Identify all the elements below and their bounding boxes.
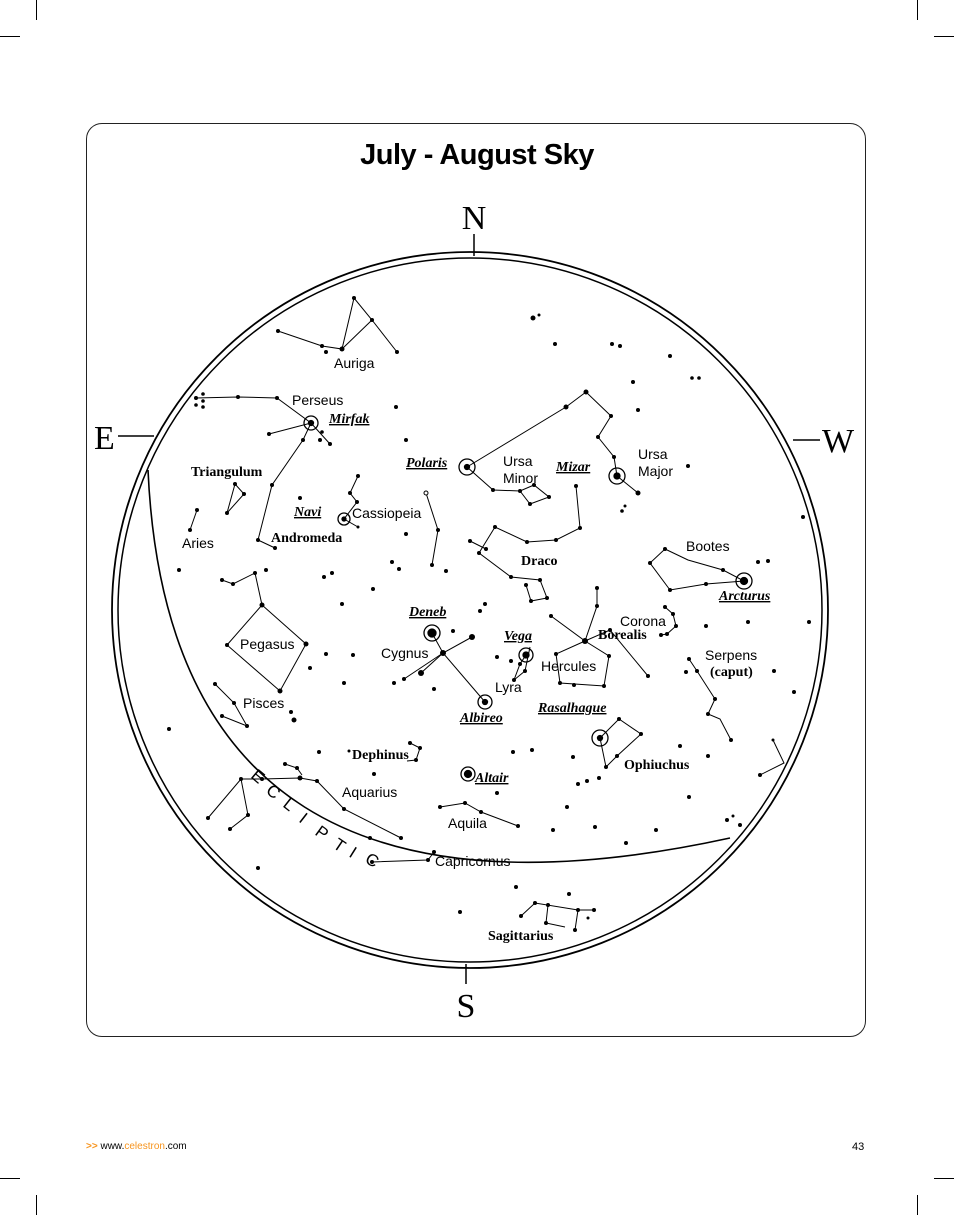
star-dot [525, 540, 529, 544]
star-dot [225, 511, 229, 515]
star-dot [574, 484, 578, 488]
star-dot [538, 314, 541, 317]
star-dot [478, 609, 482, 613]
star-dot [524, 583, 528, 587]
star-dot [404, 532, 408, 536]
aquarius-lines-2 [230, 779, 248, 829]
star-dot [516, 824, 520, 828]
star-dot [370, 318, 374, 322]
navi-core [342, 517, 346, 521]
star-dot [320, 430, 324, 434]
star-dot [418, 670, 424, 676]
star-dot [495, 791, 499, 795]
label-deneb: Deneb [409, 605, 447, 620]
star-dot [322, 575, 326, 579]
star-dot [245, 724, 249, 728]
star-dot [725, 818, 729, 822]
star-dot [394, 405, 398, 409]
star-dot [631, 380, 635, 384]
hercules-lines [551, 588, 597, 641]
star-dot [430, 563, 434, 567]
star-dot [595, 586, 599, 590]
star-dot [256, 538, 260, 542]
star-dot [242, 492, 246, 496]
star-dot [256, 866, 260, 870]
star-dot [479, 810, 483, 814]
star-dot [546, 903, 550, 907]
star-dot [295, 766, 299, 770]
star-dot [530, 748, 534, 752]
star-dot [436, 528, 440, 532]
star-dot [469, 634, 475, 640]
star-dot [597, 776, 601, 780]
star-dot [687, 795, 691, 799]
star-dot [553, 342, 557, 346]
label-serpens-2: (caput) [710, 665, 753, 680]
star-dot [617, 717, 621, 721]
footer-www: www. [100, 1141, 125, 1152]
label-ursa-major: Ursa [638, 446, 668, 462]
star-dot [533, 901, 537, 905]
star-dot [491, 488, 495, 492]
star-dot [665, 632, 669, 636]
star-dot [253, 571, 257, 575]
ecliptic-letter: P [311, 821, 332, 844]
label-ursa-minor: Ursa [503, 453, 533, 469]
star-dot [342, 681, 346, 685]
star-dot [584, 390, 589, 395]
star-dot [607, 654, 611, 658]
star-dot [402, 677, 406, 681]
star-dot [495, 655, 499, 659]
star-dot [390, 560, 394, 564]
label-aquila: Aquila [448, 815, 487, 831]
star-dot [340, 347, 345, 352]
label-pegasus: Pegasus [240, 636, 295, 652]
star-dot [772, 669, 776, 673]
star-dot [519, 914, 523, 918]
label-cygnus: Cygnus [381, 645, 429, 661]
star-dot [646, 674, 650, 678]
star-dot [567, 892, 571, 896]
star-dot [663, 547, 667, 551]
direction-west: W [822, 423, 855, 460]
rasalhague-core [598, 736, 603, 741]
star-dot [201, 399, 205, 403]
star-dot [233, 482, 237, 486]
star-dot [399, 836, 403, 840]
star-dot [276, 329, 280, 333]
ecliptic-letter: C [262, 780, 285, 803]
star-dot [518, 662, 522, 666]
star-dot [357, 526, 360, 529]
auriga-lines-2 [342, 320, 372, 349]
constellation-labels [182, 355, 757, 944]
star-dot [668, 588, 672, 592]
star-dots [167, 296, 811, 932]
star-dot [509, 575, 513, 579]
star-dot [372, 772, 376, 776]
footer-brand: celestron [124, 1141, 165, 1152]
star-dot [636, 408, 640, 412]
star-dot [766, 559, 770, 563]
star-dot [592, 908, 596, 912]
altair-core [465, 771, 472, 778]
star-dot [201, 392, 205, 396]
sagittarius-lines-2 [546, 905, 565, 927]
star-dot [267, 432, 271, 436]
star-dot [572, 683, 576, 687]
label-aries: Aries [182, 535, 214, 551]
star-dot [414, 758, 418, 762]
star-dot [587, 917, 590, 920]
triangulum-lines [227, 484, 244, 513]
star-dot [624, 841, 628, 845]
direction-east: E [94, 420, 115, 457]
star-dot [654, 828, 658, 832]
star-dot [324, 652, 328, 656]
label-navi: Navi [294, 505, 322, 520]
label-ophiuchus: Ophiuchus [624, 758, 690, 773]
star-dot [213, 682, 217, 686]
label-bootes: Bootes [686, 538, 730, 554]
page-number: 43 [852, 1141, 865, 1153]
dephinus-lines [407, 743, 420, 761]
star-dot [604, 765, 608, 769]
star-dot [270, 483, 274, 487]
star-dot [493, 525, 497, 529]
star-dot [609, 414, 613, 418]
star-dot [432, 687, 436, 691]
star-dot [756, 560, 760, 564]
star-dot [648, 561, 652, 565]
label-ursa-major-2: Major [638, 463, 674, 479]
star-dot [451, 629, 455, 633]
star-dot [355, 500, 359, 504]
star-dot [511, 750, 515, 754]
label-albireo: Albireo [460, 711, 503, 726]
star-dot [408, 741, 412, 745]
star-dot [578, 526, 582, 530]
star-dot [320, 344, 324, 348]
star-dot [582, 638, 588, 644]
star-dot [440, 650, 446, 656]
star-dot [576, 908, 580, 912]
star-dot [729, 738, 733, 742]
star-dot [352, 296, 356, 300]
star-dot [289, 710, 293, 714]
star-dot [602, 684, 606, 688]
star-dot [483, 602, 487, 606]
label-lyra: Lyra [495, 679, 522, 695]
label-mizar: Mizar [556, 460, 591, 475]
aries-lines [190, 510, 197, 530]
star-dot [206, 816, 210, 820]
star-dot [228, 827, 232, 831]
label-corona: Corona [620, 613, 666, 629]
label-draco: Draco [521, 554, 558, 569]
star-dot [523, 669, 527, 673]
star-dot [273, 546, 277, 550]
star-dot [315, 779, 319, 783]
bootes-lines [650, 549, 744, 590]
label-andromeda: Andromeda [271, 531, 343, 546]
star-dot [713, 697, 717, 701]
label-rasalhague: Rasalhague [538, 701, 607, 716]
star-dot [201, 405, 205, 409]
star-dot [738, 823, 742, 827]
andromeda-lines-2 [222, 573, 262, 605]
label-auriga: Auriga [334, 355, 375, 371]
page-title: July - August Sky [360, 139, 594, 171]
star-dot [686, 464, 690, 468]
star-dot [674, 624, 678, 628]
arcturus-core [741, 578, 748, 585]
star-dot [264, 568, 268, 572]
star-dot [544, 921, 548, 925]
star-dot [596, 435, 600, 439]
star-dot [167, 727, 171, 731]
ecliptic-letter: I [295, 809, 311, 828]
star-dot [177, 568, 181, 572]
aquarius-lines-3 [285, 764, 302, 775]
star-dot [721, 568, 725, 572]
label-vega: Vega [504, 629, 532, 644]
polaris-core [465, 465, 470, 470]
label-serpens: Serpens [705, 647, 758, 663]
star-dot [697, 376, 701, 380]
star-dot [220, 578, 224, 582]
star-dot [576, 782, 580, 786]
star-dot [195, 508, 199, 512]
star-dot [231, 582, 235, 586]
auriga-lines [278, 298, 397, 352]
star-dot [573, 928, 577, 932]
star-dot [444, 569, 448, 573]
star-dot [342, 807, 346, 811]
star-dot [659, 633, 663, 637]
star-dot [687, 657, 691, 661]
star-dot [194, 396, 198, 400]
star-dot [615, 754, 619, 758]
star-dot [328, 442, 332, 446]
star-dot [463, 801, 467, 805]
star-dot [278, 689, 283, 694]
star-dot [564, 405, 569, 410]
label-hercules: Hercules [541, 658, 597, 674]
star-dot [554, 652, 558, 656]
star-dot [232, 701, 236, 705]
star-dot [458, 910, 462, 914]
star-dot [397, 567, 401, 571]
footer-url[interactable] [86, 1141, 187, 1152]
star-dot [348, 491, 352, 495]
sagittarius-lines-3 [575, 910, 578, 930]
label-sagittarius: Sagittarius [488, 929, 554, 944]
label-arcturus: Arcturus [719, 589, 771, 604]
star-dot [298, 496, 302, 500]
star-dot [246, 813, 250, 817]
label-polaris: Polaris [406, 456, 448, 471]
star-dot [678, 744, 682, 748]
star-dot [514, 885, 518, 889]
star-dot [529, 599, 533, 603]
ursa-minor-lines-2 [467, 392, 638, 493]
star-dot [424, 491, 428, 495]
star-dot [690, 376, 694, 380]
star-dot [348, 750, 351, 753]
star-dot [772, 739, 775, 742]
star-dot [324, 350, 328, 354]
star-dot [468, 539, 472, 543]
deneb-core [428, 629, 436, 637]
star-dot [612, 455, 616, 459]
label-capricornus: Capricornus [435, 853, 511, 869]
star-dot [528, 502, 532, 506]
label-perseus: Perseus [292, 392, 344, 408]
star-dot [636, 491, 641, 496]
star-dot [684, 670, 688, 674]
star-dot [695, 669, 699, 673]
label-mirfak: Mirfak [329, 412, 370, 427]
star-dot [404, 438, 408, 442]
star-dot [551, 828, 555, 832]
star-dot [368, 836, 372, 840]
star-dot [663, 605, 667, 609]
star-dot [558, 681, 562, 685]
star-dot [292, 718, 297, 723]
star-dot [706, 754, 710, 758]
star-dot [706, 712, 710, 716]
star-dot [395, 350, 399, 354]
star-dot [371, 587, 375, 591]
label-aquarius: Aquarius [342, 784, 398, 800]
cygnus-lines [432, 633, 485, 702]
label-pisces: Pisces [243, 695, 285, 711]
star-dot [671, 612, 675, 616]
star-dot [668, 354, 672, 358]
ecliptic-letter: C [362, 849, 383, 872]
star-dot [518, 489, 522, 493]
star-dot [595, 604, 599, 608]
star-dot [301, 438, 305, 442]
star-dot [807, 620, 811, 624]
star-dot [260, 603, 265, 608]
star-dot [620, 509, 624, 513]
albireo-core [483, 700, 488, 705]
star-dot [225, 643, 229, 647]
serpens-lines-2 [760, 740, 784, 775]
star-dot [565, 805, 569, 809]
star-dot [477, 551, 481, 555]
star-dot [298, 776, 303, 781]
star-dot [220, 714, 224, 718]
direction-north: N [461, 200, 487, 237]
ursa-minor-lines-3 [426, 493, 438, 565]
mizar-core [614, 473, 620, 479]
star-dot [194, 403, 198, 407]
star-dot [801, 515, 805, 519]
label-dephinus: Dephinus [352, 748, 409, 763]
star-dot [239, 777, 243, 781]
ecliptic-letter: E [247, 765, 269, 788]
label-ursa-minor-2: Minor [503, 470, 539, 486]
star-dot [585, 779, 589, 783]
star-dot [484, 547, 488, 551]
star-dot [392, 681, 396, 685]
star-dot [236, 395, 240, 399]
ecliptic-letter: T [329, 834, 350, 857]
label-triangulum: Triangulum [191, 465, 263, 480]
star-dot [554, 538, 558, 542]
star-dot [538, 578, 542, 582]
star-dot [188, 528, 192, 532]
star-dot [593, 825, 597, 829]
star-dot [571, 755, 575, 759]
star-dot [330, 571, 334, 575]
star-dot [618, 344, 622, 348]
ecliptic-letter: L [279, 794, 299, 815]
star-dot [549, 614, 553, 618]
footer-tld: .com [164, 1141, 187, 1152]
label-altair: Altair [475, 771, 509, 786]
star-dot [283, 762, 287, 766]
star-dot [340, 602, 344, 606]
label-cassiopeia: Cassiopeia [352, 505, 422, 521]
star-dot [746, 620, 750, 624]
star-dot [610, 342, 614, 346]
star-dot [426, 858, 430, 862]
star-dot [547, 495, 551, 499]
star-dot [275, 396, 279, 400]
star-dot [304, 642, 309, 647]
star-dot [732, 815, 735, 818]
star-dot [509, 659, 513, 663]
vega-core [523, 652, 529, 658]
ecliptic-letter: I [345, 843, 360, 862]
star-dot [418, 746, 422, 750]
star-dot [624, 505, 627, 508]
direction-south: S [456, 988, 476, 1025]
star-dot [545, 596, 549, 600]
star-dot [758, 773, 762, 777]
star-dot [438, 805, 442, 809]
star-dot [308, 666, 312, 670]
star-dot [318, 438, 322, 442]
star-dot [531, 316, 536, 321]
star-dot [639, 732, 643, 736]
label-corona-2: Borealis [598, 628, 647, 643]
star-dot [351, 653, 355, 657]
star-dot [317, 750, 321, 754]
sagittarius-lines [521, 903, 594, 916]
constellation-lines [190, 298, 784, 930]
star-dot [356, 474, 360, 478]
star-dot [704, 582, 708, 586]
star-dot [704, 624, 708, 628]
star-dot [792, 690, 796, 694]
footer-arrows: >> [86, 1141, 98, 1152]
mirfak-core [309, 421, 314, 426]
